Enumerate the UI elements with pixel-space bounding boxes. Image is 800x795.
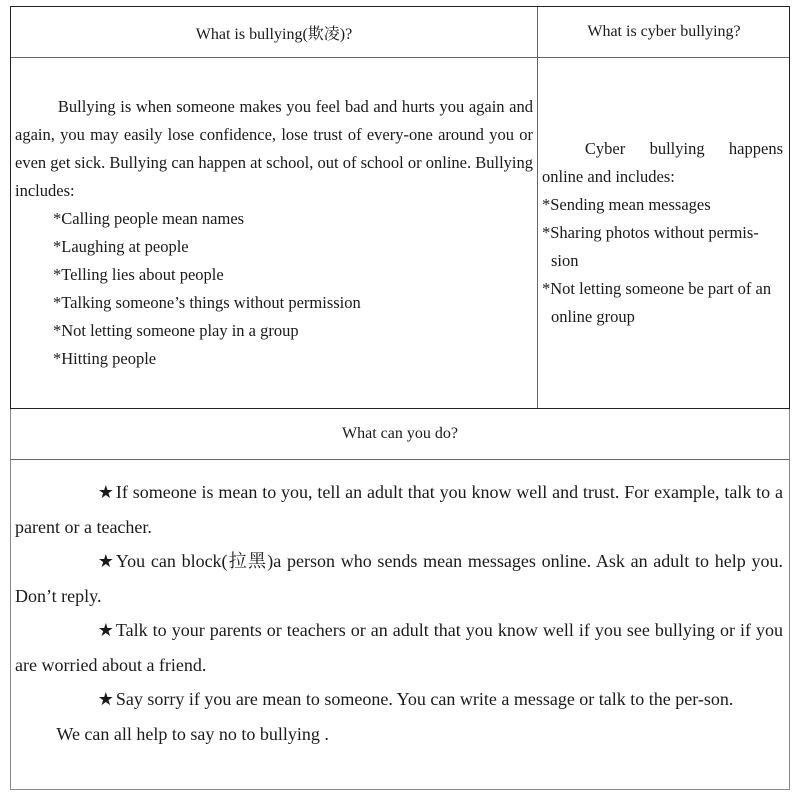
star-icon: ★ (97, 482, 114, 502)
tip-text: Say sorry if you are mean to someone. You can write a message or talk to the per-son. (115, 689, 734, 709)
list-item: *Hitting people (53, 349, 157, 368)
cyber-bullying-list (542, 191, 783, 331)
bullying-header: What is bullying(欺凌)? (195, 25, 353, 43)
list-item: *Not letting someone be part of an online group (542, 279, 772, 326)
what-can-you-do-section (10, 409, 790, 790)
closing-sentence: We can all help to say no to bullying . (56, 723, 329, 744)
list-item: *Sending mean messages (542, 195, 711, 214)
tip-text: Talk to your parents or teachers or an adult that you know well if you see bullying or if you are worried about a friend. (15, 620, 783, 675)
document-sheet (10, 6, 790, 790)
bullying-intro: Bullying is when someone makes you feel bad and hurts you again and again, you may easily lose confidence, lose trust of every-one around you or even get sick. Bullying can happen at school, out of school or online. Bullying includes: (15, 97, 533, 200)
bullying-info-table (10, 6, 790, 409)
bullying-list (15, 205, 533, 373)
what-can-you-do-header: What can you do? (11, 409, 789, 460)
list-item: *Telling lies about people (53, 265, 224, 284)
tip-paragraph (15, 475, 783, 544)
cyber-bullying-intro: Cyber bullying happens online and includes: (542, 139, 783, 186)
column-divider (537, 7, 538, 408)
list-item: *Talking someone’s things without permission (53, 293, 361, 312)
list-item: *Not letting someone play in a group (53, 321, 299, 340)
list-item: *Calling people mean names (53, 209, 245, 228)
tip-paragraph (15, 544, 783, 613)
star-icon: ★ (97, 620, 114, 640)
cyber-bullying-header: What is cyber bullying? (587, 23, 741, 40)
advice-body (15, 475, 783, 751)
tip-text: You can block(拉黑)a person who sends mean messages online. Ask an adult to help you. Don’t reply. (15, 551, 783, 606)
tip-text: If someone is mean to you, tell an adult that you know well and trust. For example, talk to a parent or a teacher. (15, 482, 783, 537)
star-icon: ★ (97, 689, 114, 709)
bullying-cell (15, 93, 533, 373)
cyber-bullying-cell (542, 135, 783, 331)
tip-paragraph (15, 613, 783, 682)
star-icon: ★ (97, 551, 114, 571)
list-item: *Laughing at people (53, 237, 189, 256)
header-row-divider (11, 57, 789, 58)
list-item: *Sharing photos without permis-sion (542, 223, 759, 270)
tip-paragraph (15, 682, 783, 717)
